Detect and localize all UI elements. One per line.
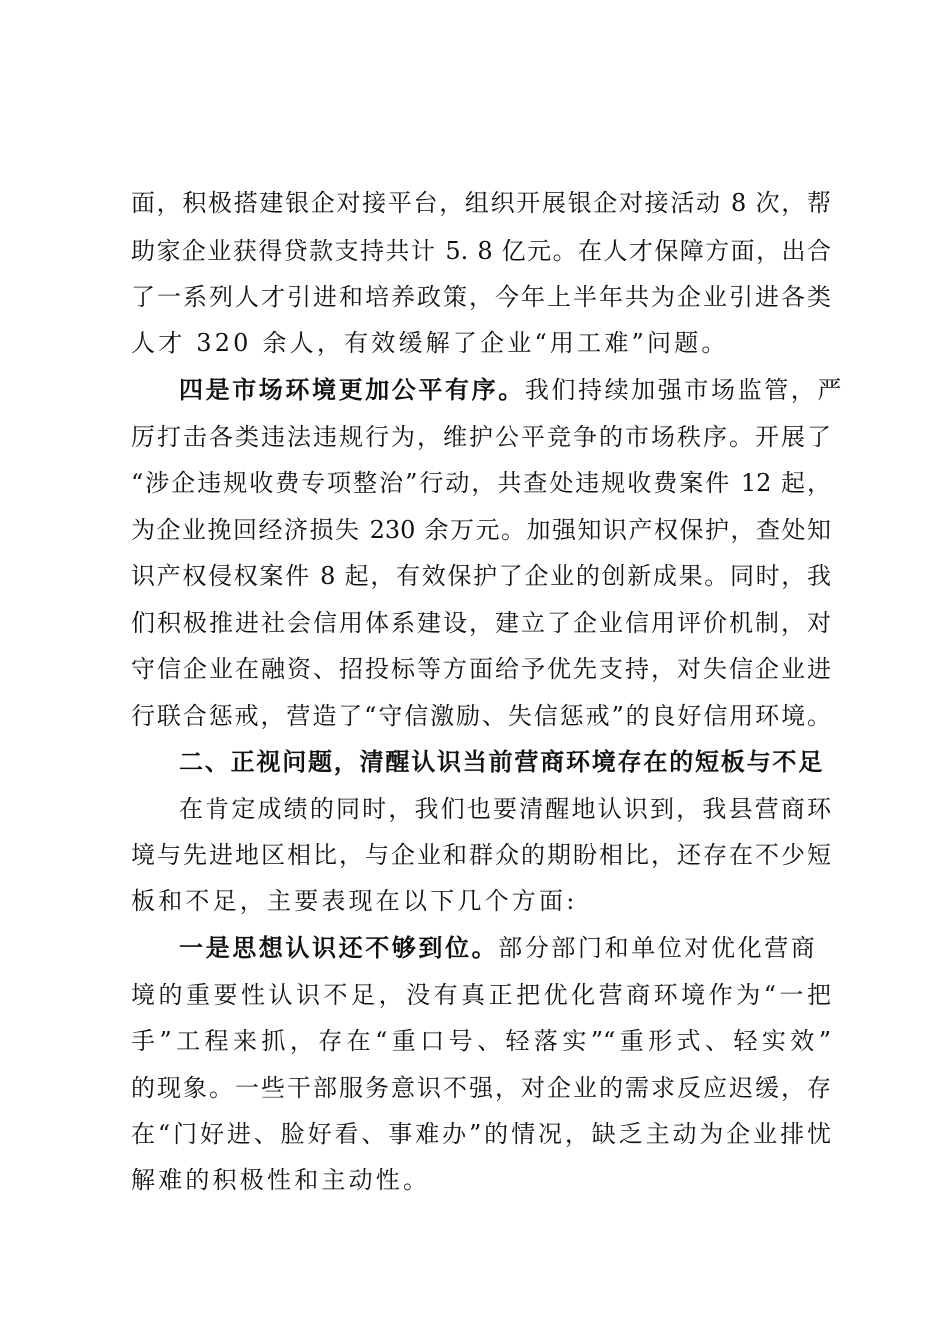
body-text-line: 境的重要性认识不足，没有真正把优化营商环境作为“一把 bbox=[131, 981, 831, 1009]
body-text-line: 了一系列人才引进和培养政策，今年上半年共为企业引进各类 bbox=[131, 283, 831, 311]
body-text-line: 守信企业在融资、招投标等方面给予优先支持，对失信企业进 bbox=[131, 655, 831, 683]
body-text-line: 识产权侵权案件 8 起，有效保护了企业的创新成果。同时，我 bbox=[131, 562, 831, 590]
body-text-line: 境与先进地区相比，与企业和群众的期盼相比，还存在不少短 bbox=[131, 841, 831, 869]
body-text-line: 人才 320 余人，有效缓解了企业“用工难”问题。 bbox=[131, 329, 729, 357]
body-text-line: 们积极推进社会信用体系建设，建立了企业信用评价机制，对 bbox=[131, 609, 831, 637]
body-text-line: 助家企业获得贷款支持共计 5. 8 亿元。在人才保障方面，出合 bbox=[131, 237, 831, 265]
paragraph-lead-bold: 四是市场环境更加公平有序。 bbox=[179, 375, 525, 404]
body-text-line: 厉打击各类违法违规行为，维护公平竞争的市场秩序。开展了 bbox=[131, 423, 831, 451]
body-text-line: 的现象。一些干部服务意识不强，对企业的需求反应迟缓，存 bbox=[131, 1074, 831, 1102]
paragraph-line-awareness bbox=[179, 928, 831, 968]
body-text-line: “涉企违规收费专项整治”行动，共查处违规收费案件 12 起， bbox=[131, 469, 831, 497]
body-text-line: 行联合惩戒，营造了“守信激励、失信惩戒”的良好信用环境。 bbox=[131, 702, 831, 730]
body-text-line: 面，积极搭建银企对接平台，组织开展银企对接活动 8 次，帮 bbox=[131, 189, 831, 217]
body-text-fragment: 我们持续加强市场监管，严 bbox=[524, 376, 845, 404]
body-text-line: 解难的积极性和主动性。 bbox=[131, 1166, 431, 1194]
body-text-fragment: 部分部门和单位对优化营商 bbox=[498, 934, 818, 962]
body-text-line: 在“门好进、脸好看、事难办”的情况，缺乏主动为企业排忧 bbox=[131, 1120, 831, 1148]
paragraph-line-market bbox=[179, 370, 845, 410]
body-text-line: 在肯定成绩的同时，我们也要清醒地认识到，我县营商环 bbox=[179, 795, 831, 823]
body-text-line: 板和不足，主要表现在以下几个方面: bbox=[131, 887, 578, 915]
body-text-line: 为企业挽回经济损失 230 余万元。加强知识产权保护，查处知 bbox=[131, 516, 831, 544]
section-heading: 二、正视问题，清醒认识当前营商环境存在的短板与不足 bbox=[179, 747, 824, 776]
paragraph-lead-bold: 一是思想认识还不够到位。 bbox=[179, 933, 499, 962]
body-text-line: 手”工程来抓，存在“重口号、轻落实”“重形式、轻实效” bbox=[131, 1027, 831, 1055]
